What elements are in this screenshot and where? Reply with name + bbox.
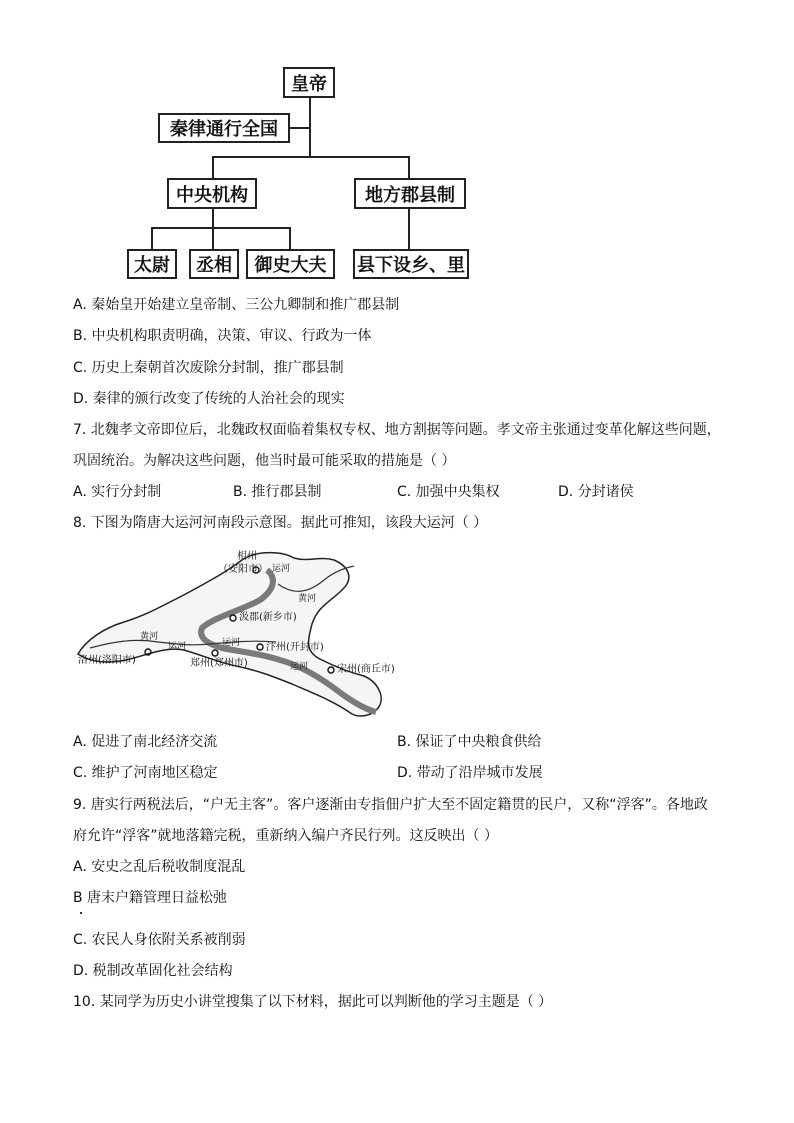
map-label-canal: 运河 (272, 564, 291, 574)
map-label-zhengzhou: 郑州(郑州市) (190, 658, 248, 669)
q9-option-d: D. 税制改革固化社会结构 (73, 963, 233, 979)
q7-option-a: A. 实行分封制 (73, 484, 162, 500)
q7-stem-line2: 巩固统治。为解决这些问题，他当时最可能采取的措施是（ ） (73, 453, 456, 469)
connector (212, 156, 214, 178)
diagram-node-emperor: 皇帝 (283, 67, 335, 98)
map-label-luozhou: 洛州(洛阳市) (78, 655, 136, 666)
diagram-node-qin-law: 秦律通行全国 (158, 113, 290, 143)
diagram-node-yushidafu: 御史大夫 (246, 249, 335, 279)
q7-stem-line1: 7. 北魏孝文帝即位后，北魏政权面临着集权专权、地方割据等问题。孝文帝主张通过变革化解这些问题， (73, 422, 721, 438)
map-label-canal: 运河 (290, 662, 309, 672)
q9-option-c: C. 农民人身依附关系被削弱 (73, 932, 246, 948)
q10-stem: 10. 某同学为历史小讲堂搜集了以下材料，据此可以判断他的学习主题是（ ） (73, 994, 553, 1010)
q8-stem: 8. 下图为隋唐大运河河南段示意图。据此可推知，该段大运河（ ） (73, 515, 488, 531)
map-label-bianzhou: 汴州(开封市) (266, 642, 324, 653)
q7-option-d: D. 分封诸侯 (558, 484, 634, 500)
q9-stem-line1: 9. 唐实行两税法后，“户无主客”。客户逐渐由专指佃户扩大至不固定籍贯的民户，又称“浮客”。各地政 (73, 797, 708, 813)
q8-option-b: B. 保证了中央粮食供给 (397, 734, 542, 750)
connector (212, 209, 214, 228)
stray-dot (80, 912, 82, 914)
q6-option-c: C. 历史上秦朝首次废除分封制，推广郡县制 (73, 360, 344, 376)
map-label-canal: 运河 (168, 642, 187, 652)
connector (212, 156, 410, 158)
q6-option-d: D. 秦律的颁行改变了传统的人治社会的现实 (73, 391, 345, 407)
q8-option-d: D. 带动了沿岸城市发展 (397, 765, 543, 781)
map-label-canal: 运河 (222, 638, 241, 648)
diagram-node-local-sub: 县下设乡、里 (353, 249, 469, 279)
q9-option-a: A. 安史之乱后税收制度混乱 (73, 859, 246, 875)
q8-option-c: C. 维护了河南地区稳定 (73, 765, 218, 781)
diagram-node-chengxiang: 丞相 (189, 249, 239, 279)
map-label-songzhou: 宋州(商丘市) (337, 664, 395, 675)
q7-option-b: B. 推行郡县制 (233, 484, 322, 500)
connector (151, 227, 291, 229)
q6-option-a: A. 秦始皇开始建立皇帝制、三公九卿制和推广郡县制 (73, 297, 400, 313)
q9-option-b: B 唐末户籍管理日益松弛 (73, 890, 228, 906)
q9-stem-line2: 府允许“浮客”就地落籍完税，重新纳入编户齐民行列。这反映出（ ） (73, 828, 498, 844)
connector (151, 227, 153, 249)
map-label-yellow-river: 黄河 (140, 632, 159, 642)
connector (212, 227, 214, 249)
map-label-xiangzhou: 相州 (237, 551, 257, 562)
connector (289, 227, 291, 249)
connector (408, 209, 410, 249)
diagram-node-local: 地方郡县制 (354, 178, 466, 209)
connector (408, 156, 410, 178)
map-label-anyang: （安阳市） (218, 564, 268, 575)
q8-option-a: A. 促进了南北经济交流 (73, 734, 218, 750)
map-label-jijun: 汲郡(新乡市) (239, 612, 297, 623)
q6-option-b: B. 中央机构职责明确，决策、审议、行政为一体 (73, 328, 372, 344)
q7-option-c: C. 加强中央集权 (397, 484, 500, 500)
diagram-node-taiwei: 太尉 (127, 249, 177, 279)
connector (289, 127, 310, 129)
grand-canal-map (72, 548, 394, 720)
diagram-node-central: 中央机构 (167, 178, 257, 209)
map-label-river: 黄河 (298, 594, 317, 604)
